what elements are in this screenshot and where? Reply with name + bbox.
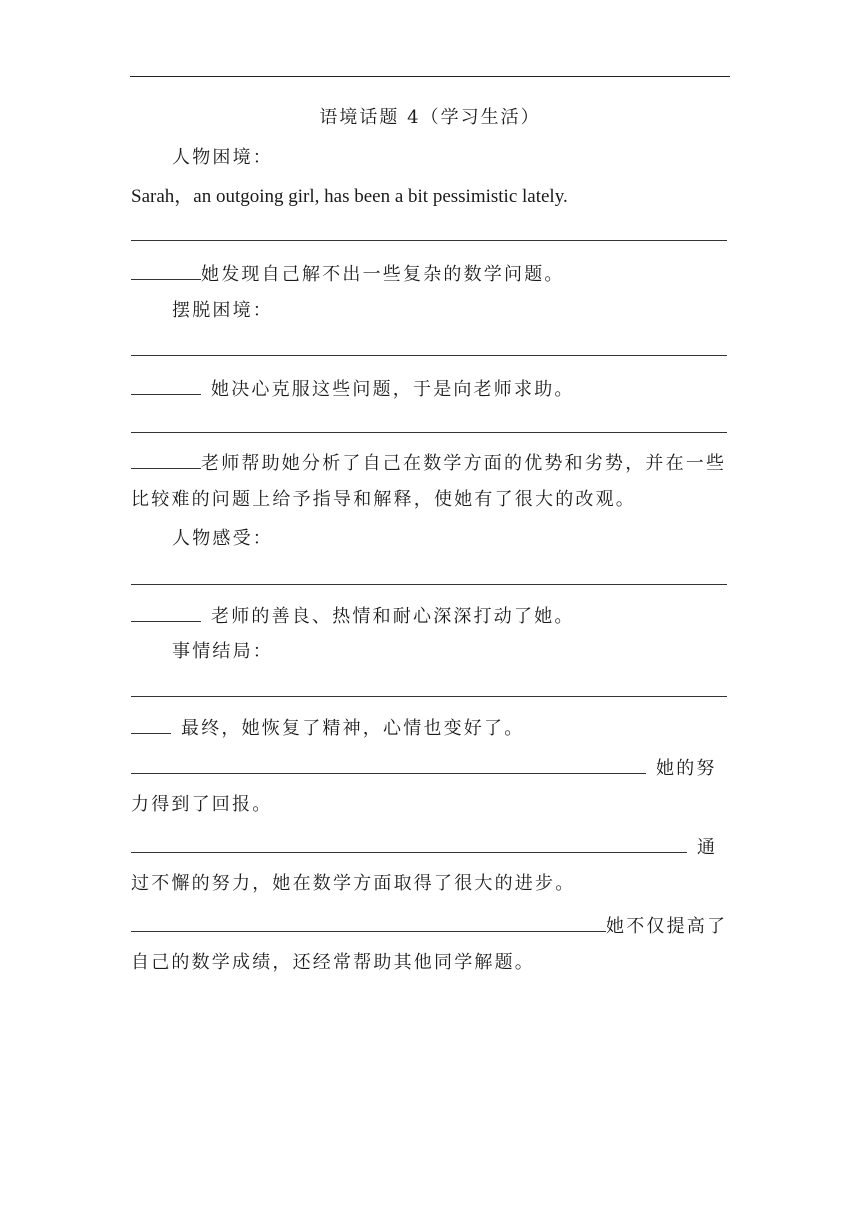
hint-text-2: 她决心克服这些问题，于是向老师求助。 bbox=[211, 379, 575, 400]
answer-blank-5b[interactable] bbox=[131, 713, 171, 734]
hint-text-1: 她发现自己解不出一些复杂的数学问题。 bbox=[201, 264, 565, 285]
hint-text-3a: 老师帮助她分析了自己在数学方面的优势和劣势，并在一些 bbox=[201, 453, 727, 474]
hint-line-5 bbox=[131, 713, 524, 741]
hint-line-4 bbox=[131, 601, 575, 629]
answer-blank-8[interactable] bbox=[131, 911, 606, 932]
hint-text-6a: 她的努 bbox=[656, 758, 717, 779]
hint-text-3b: 比较难的问题上给予指导和解释，使她有了很大的改观。 bbox=[131, 489, 636, 510]
hint-text-7a: 通 bbox=[697, 837, 718, 858]
hint-line-3a bbox=[131, 448, 726, 476]
answer-blank-7[interactable] bbox=[131, 832, 687, 853]
header-rule bbox=[130, 76, 730, 77]
hint-line-7a bbox=[131, 832, 717, 860]
section-label-escape: 摆脱困境： bbox=[172, 300, 273, 321]
hint-text-7b: 过不懈的努力，她在数学方面取得了很大的进步。 bbox=[131, 873, 576, 894]
answer-blank-6[interactable] bbox=[131, 753, 646, 774]
section-label-ending: 事情结局： bbox=[172, 641, 273, 662]
answer-blank-2[interactable] bbox=[131, 355, 727, 356]
answer-blank-3b[interactable] bbox=[131, 448, 201, 469]
intro-sentence: Sarah，an outgoing girl, has been a bit pessimistic lately. bbox=[131, 186, 568, 207]
hint-line-8a bbox=[131, 911, 727, 939]
hint-text-8a: 她不仅提高了 bbox=[606, 916, 728, 937]
answer-blank-2b[interactable] bbox=[131, 374, 201, 395]
page-title: 语境话题 4（学习生活） bbox=[319, 107, 541, 128]
answer-blank-1[interactable] bbox=[131, 240, 727, 241]
hint-line-6a bbox=[131, 753, 717, 781]
hint-line-2 bbox=[131, 374, 575, 402]
answer-blank-4[interactable] bbox=[131, 584, 727, 585]
answer-blank-1b[interactable] bbox=[131, 259, 201, 280]
answer-blank-3[interactable] bbox=[131, 432, 727, 433]
answer-blank-4b[interactable] bbox=[131, 601, 201, 622]
hint-text-6b: 力得到了回报。 bbox=[131, 794, 273, 815]
section-label-feeling: 人物感受： bbox=[172, 528, 273, 549]
answer-blank-5[interactable] bbox=[131, 696, 727, 697]
hint-line-1 bbox=[131, 259, 565, 287]
section-label-situation: 人物困境： bbox=[172, 147, 273, 168]
hint-text-5: 最终，她恢复了精神，心情也变好了。 bbox=[181, 718, 525, 739]
hint-text-4: 老师的善良、热情和耐心深深打动了她。 bbox=[211, 606, 575, 627]
hint-text-8b: 自己的数学成绩，还经常帮助其他同学解题。 bbox=[131, 952, 535, 973]
